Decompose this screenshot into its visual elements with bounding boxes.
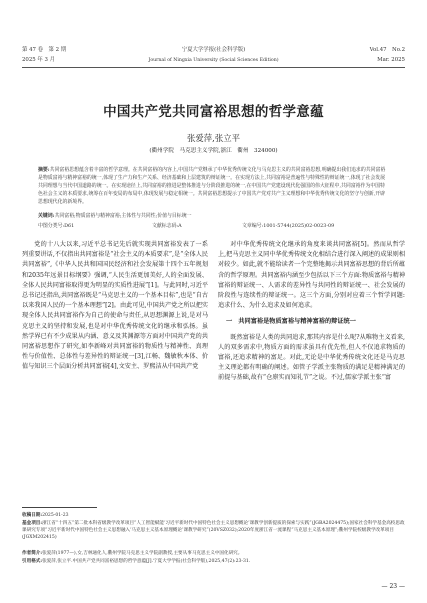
author-bio-label: 作者简介:	[22, 551, 43, 556]
header-month-en: Mar. 2025	[377, 57, 405, 63]
clc-number: 中图分类号:D61	[38, 223, 75, 229]
header-rule	[22, 67, 405, 68]
header-date: 2025 年 3 月	[22, 57, 56, 63]
citation-text: 张爱萍,张立平.中国共产党共同富裕思想的哲学意蕴[J].宁夏大学学报(社会科学版),2025,47(2):23-31.	[42, 559, 251, 564]
author-affiliation: (衢州学院 马克思主义学院,浙江 衢州 324000)	[149, 148, 278, 154]
abstract-text: 共同富裕思想蕴含着丰富的哲学意理。在共同富裕的内容上,中国共产党继承了中华优秀传统文化与马克思主义的共同富裕思想,明确提出我们追求的共同富裕是物质富裕与精神富裕的统一,体现了生产力和生产关系、经济基础和上层建筑的辩证统一。在实现方法上,共同富裕是普遍性与特殊性的辩证统一,体现了社会发展共同理想与当代中国道路的统一。在实现途径上,共同富裕的推进是整体推进与分阶段推进的统一,在中国共产党建设现代化强国的伟大征程中,共同富裕作为中国特色社会主义的本质要求,统筹在百年变局的布局中,体现发展与稳定相统一。共同富裕思想提示了中国共产党对共产主义理想和中华优秀传统文化的坚守与创新,开辟思想现代化的新境界。	[38, 167, 386, 206]
header-volume-issue: 第 47 卷 第 2 期	[22, 47, 67, 53]
article-authors: 张爱萍,张立平	[187, 133, 240, 143]
received-date: 2025-01-23	[42, 513, 69, 518]
keywords-label: 关键词:	[38, 213, 55, 219]
article-title: 中国共产党共同富裕思想的哲学意蕴	[103, 104, 324, 120]
keywords-text: 共同富裕;物质富裕与精神富裕;主体性与共同性;价值与目标统一	[54, 213, 192, 219]
citation-label: 引用格式:	[22, 559, 43, 564]
received-label: 收稿日期:	[22, 513, 43, 518]
body-column-right	[218, 240, 405, 384]
footnote-author	[22, 550, 405, 557]
author-bio-text: 张爱萍(1977—),女,吉林通化人,衢州学院马克思主义学院副教授,主要从事马克思主义中国化研究。	[42, 551, 243, 556]
body-paragraph: 党的十八大以来,习近平总书记先后就实现共同富裕发表了一系列重要讲话,不仅指出共同富裕是“社会主义的本质要求”,是“全体人民共同富裕”,《中华人民共和国国民经济和社会发展第十四个五年规划和2035年远景目标纲要》强调,“人民生活更加美好,人的全面发展、全体人民共同富裕取得更为明显的实质性进展”[1]。与此同时,习近平总书记还指出,共同富裕既是“马克思主义的一个基本目标”,也是“自古以来我国人民的一个基本理想”[2]。由此可见,中国共产党之所以把实现全体人民共同富裕作为自己的使命与责任,从思想渊源上说,是对马克思主义的坚持和发展,也是对中华优秀传统文化的继承和弘扬。虽然学界已有不少成果从内涵、意义及其渊源等方面对中国共产党的共同富裕思想作了研究,如李新峰对共同富裕的物质性与精神性、真理性与价值性、总体性与差异性的辩证统一[3],江畅、魏敏秋本体、价值与知识三个层面分析共同富裕[4],文安主、罗熙洁从中国共产党	[22, 241, 208, 371]
header-journal-cn: 宁夏大学学报(社会科学版)	[181, 47, 246, 53]
footnote-fund	[22, 520, 405, 542]
fund-text: 浙江省“十四五”第二批本科省级教学改革项目“人工智能赋能‘习近平新时代中国特色社会主义思想概论’课教学创新提质的探索与实践”(JGBA2024475);国家社会科学基金高校思政课研究专项“习近平新时代中国特色社会主义思想融入‘马克思主义基本原理概论’课教学研究”(20VSZ032);2020年度浙江省一流课程“马克思主义基本原理”;衢州学院校级教学改革项目(JGXM202415)	[22, 521, 405, 541]
fund-label: 基金项目:	[22, 521, 43, 526]
footnote-citation	[22, 558, 405, 565]
body-column-left	[22, 240, 208, 373]
body-paragraph: 既然富裕是人类的共同追求,那其内容是什么呢?从唯物主义看来,人的双多需求中,物质方面的需求虽具有优先性,但人不仅追求物质的富裕,还追求精神的富足。对此,无论是中华优秀传统文化还是马克思主义理论都有明确的阐述。如管子学派主张物质的满足是精神满足的前提与基础,故有“仓廪实而知礼节”之说。不过,儒家学派主张“富	[218, 333, 405, 382]
abstract	[38, 166, 389, 206]
page-number: — 23 —	[381, 583, 405, 590]
footnote-received	[22, 512, 405, 519]
footnote-rule	[22, 507, 97, 508]
abstract-label: 摘要:	[38, 167, 50, 173]
keywords	[38, 212, 389, 220]
document-code: 文献标志码:A	[152, 223, 182, 229]
body-paragraph: 对中华优秀传统文化继承的角度来谈共同富裕[5]。然而从哲学上,把马克思主义同中华优秀传统文化相结合进行深入阐述的成果则相对较少。如此,就不能给读者一个完整地揭示共同富裕思想的背后所蕴含的哲学原理。共同富裕内涵至少包括以下三个方面:物质富裕与精神富裕的辩证统一、人需求的差异性与共同性的辩证统一、社会发展的阶段性与连续性的辩证统一。这三个方面,分别对应着三个哲学问题:追求什么、为什么追求及如何追求。	[218, 241, 405, 310]
header-journal-en: Journal of Ningxia University (Social Sciences Edition)	[148, 58, 279, 63]
header-vol-no-en: Vol.47 No.2	[369, 47, 405, 53]
article-number: 文章编号:1001-5744(2025)02-0023-09	[242, 223, 335, 229]
section-heading: 一 共同富裕是物质富裕与精神富裕的辩证统一	[226, 318, 356, 326]
